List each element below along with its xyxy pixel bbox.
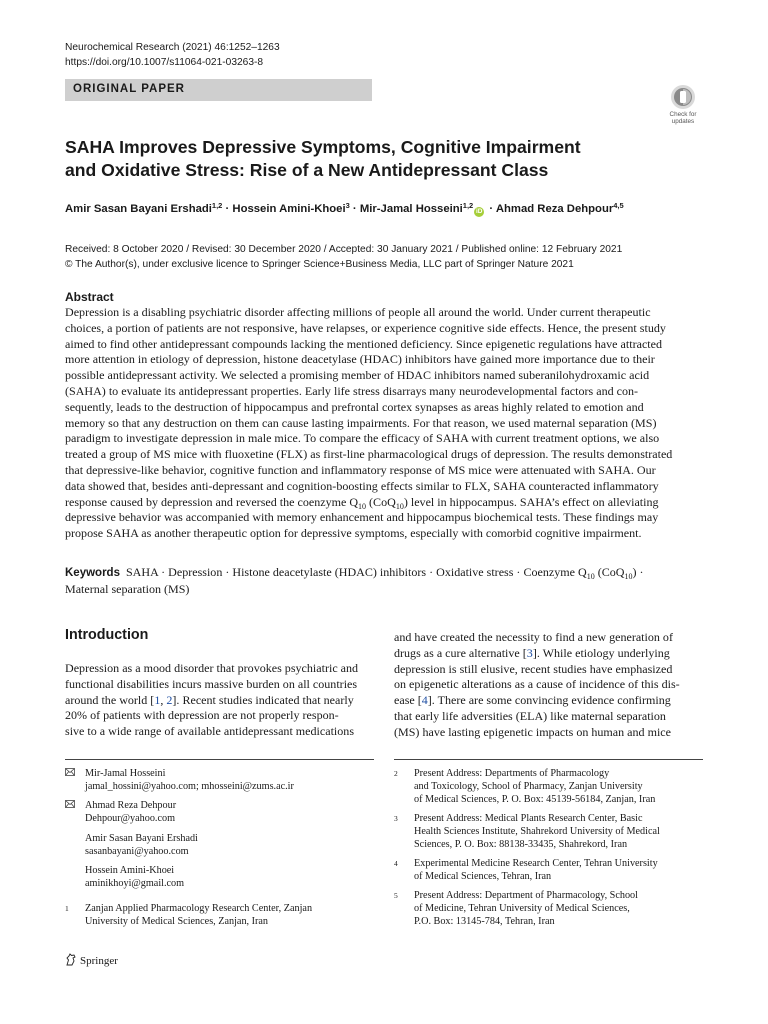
author-name: Amir Sasan Bayani Ershadi: [65, 203, 212, 215]
abstract-line: more attention in etiology of depression, histone deacetylase (HDAC) inhibitors have gained more importance due to their: [65, 352, 655, 367]
affiliation-footnote: [394, 812, 703, 854]
author-name: Ahmad Reza Dehpour: [495, 203, 614, 215]
affiliation-line: Zanjan Applied Pharmacology Research Center, Zanjan: [85, 903, 313, 914]
journal-info: [65, 40, 280, 70]
affiliation-line: University of Medical Sciences, Zanjan, Iran: [85, 916, 269, 928]
abstract-line: (SAHA) to evaluate its antidepressant properties. Early life stress disarrays many neurodevelopmental factors and con-: [65, 383, 639, 398]
body-text-run: drugs as a cure alternative [: [394, 645, 527, 660]
introduction-right-column: [394, 630, 703, 741]
body-text-run: ]. Recent studies indicated that nearly: [172, 692, 354, 707]
abstract-line: paradigm to investigate depression in male mice. To compare the efficacy of SAHA with current treatment options, we also: [65, 431, 660, 446]
springer-horse-icon: [65, 953, 77, 966]
author-email[interactable]: jamal_hossini@yahoo.com; mhosseini@zums.ac.ir: [85, 781, 294, 793]
footnote-number: 4: [394, 859, 398, 868]
author-list: [65, 202, 725, 217]
footnote-divider: [65, 759, 374, 760]
paper-title: [65, 136, 685, 182]
body-line: and have created the necessity to find a new generation of: [394, 630, 673, 644]
envelope-icon: [65, 800, 75, 808]
author-email[interactable]: sasanbayani@yahoo.com: [85, 846, 189, 858]
abstract-line: that depressive-like behavior, cognitive function and inflammatory response of MS mice were attenuated with SAHA. Our: [65, 462, 656, 477]
journal-citation: Neurochemical Research (2021) 46:1252–1263: [65, 42, 280, 53]
author-separator: ·: [486, 203, 496, 215]
author-email[interactable]: aminikhoyi@gmail.com: [85, 878, 185, 890]
citation-link[interactable]: 4: [421, 693, 428, 708]
affiliation-line: Present Address: Department of Pharmacology, School: [414, 890, 638, 901]
affiliation-line: of Medical Sciences, P. O. Box: 45139-56184, Zanjan, Iran: [414, 794, 656, 806]
body-line: Depression as a mood disorder that provokes psychiatric and: [65, 661, 359, 675]
introduction-left-column: [65, 661, 374, 740]
author-email[interactable]: Dehpour@yahoo.com: [85, 813, 176, 825]
body-text-run: around the world [: [65, 692, 155, 707]
publisher-footer: [65, 953, 118, 967]
affiliation-line: P.O. Box: 13145-784, Tehran, Iran: [414, 916, 555, 928]
history-dates: Received: 8 October 2020 / Revised: 30 December 2020 / Accepted: 30 January 2021 / Published online: 12 February 2021: [65, 244, 623, 255]
check-for-label: Check for: [669, 111, 697, 118]
affiliation-mark: 4,5: [613, 201, 624, 210]
abstract-line: treated a group of MS mice with fluoxetine (FLX) as first-line pharmacological drugs of depression. The results demonstrated: [65, 447, 673, 462]
author-contact: [65, 832, 374, 862]
abstract-line: sequently, leads to the destruction of hippocampus and prefrontal cortex synapses as areas highly related to emotion and: [65, 399, 644, 414]
affiliation-line: Health Sciences Institute, Shahrekord University of Medical: [414, 826, 660, 838]
abstract-text-run: response caused by depression and reversed the coenzyme Q: [65, 494, 359, 509]
abstract-line: data showed that, besides anti-depressant and cognition-boosting effects similar to FLX, SAHA counteracted inflammatory: [65, 478, 659, 493]
paper-type-label: ORIGINAL PAPER: [73, 83, 185, 95]
affiliation-mark: 1,2: [211, 201, 223, 210]
abstract-line: depressive behavior was accompanied with memory enhancement and hippocampus biochemical tests. These findings may: [65, 510, 659, 525]
abstract-line: choices, a portion of patients are not responsive, have relapses, or experience cognitive side effects. Hence, the present study: [65, 320, 666, 335]
abstract-line: Depression is a disabling psychiatric disorder affecting millions of people all around the world. Under current therapeutic: [65, 305, 651, 319]
abstract-line: aimed to find other antidepressant compounds lacking the mentioned deficiency. Since epigenetic regulations have attracted: [65, 336, 663, 351]
body-line: [65, 693, 374, 709]
footnote-number: 1: [65, 904, 69, 913]
abstract-line: possible antidepressant activity. We selected a promising member of HDAC inhibitors named suberanilohydroxamic acid: [65, 368, 650, 383]
orcid-icon[interactable]: iD: [475, 208, 483, 215]
abstract-body: [65, 305, 703, 542]
subscript: 10: [586, 572, 595, 581]
abstract-line: memory so that any destruction on them can cause lasting impairments. For that reason, we used maternal separation (MS): [65, 415, 657, 430]
corresponding-author-1: [65, 767, 374, 797]
copyright-line: © The Author(s), under exclusive licence to Springer Science+Business Media, LLC part of Springer Nature 2021: [65, 259, 574, 270]
keywords-label: Keywords: [65, 567, 120, 579]
body-text-run: ]. While etiology underlying: [532, 645, 670, 660]
body-text-run: ]. There are some convincing evidence confirming: [427, 693, 671, 708]
body-line: [394, 646, 703, 662]
subscript: 10: [395, 501, 404, 511]
abstract-heading: Abstract: [65, 290, 114, 304]
affiliation-footnote: [394, 857, 703, 887]
body-line: 20% of patients with depression are not properly respon-: [65, 708, 339, 723]
affiliation-footnote: [394, 767, 703, 809]
keywords-text: SAHA · Depression · Histone deacetylaste (HDAC) inhibitors · Oxidative stress · Coenzyme Q: [125, 565, 587, 579]
affiliation-line: and Toxicology, School of Pharmacy, Zanjan University: [414, 781, 643, 793]
title-line-2: and Oxidative Stress: Rise of a New Antidepressant Class: [65, 160, 549, 180]
citation-link[interactable]: 3: [526, 645, 533, 660]
crossmark-check-icon: [670, 84, 696, 110]
keywords-text: ) ·: [632, 565, 644, 579]
abstract-line: [65, 495, 703, 511]
keywords: [65, 565, 710, 598]
body-line: functional disabilities incurs massive burden on all countries: [65, 676, 358, 691]
affiliation-footnote: [65, 902, 374, 932]
affiliation-mark: 1,2: [462, 201, 474, 210]
body-line: (MS) have lasting epigenetic impacts on human and mice: [394, 724, 672, 739]
affiliation-line: Present Address: Departments of Pharmacology: [414, 768, 610, 779]
affiliation-line: Experimental Medicine Research Center, Tehran University: [414, 858, 658, 869]
publisher-name: Springer: [80, 955, 118, 967]
body-line: on epigenetic alterations as a cause of incidence of this dis-: [394, 677, 680, 692]
body-line: that early life adversities (ELA) like maternal separation: [394, 708, 666, 723]
author-name: Ahmad Reza Dehpour: [85, 800, 177, 811]
affiliation-footnote: [394, 889, 703, 931]
subscript: 10: [624, 572, 633, 581]
abstract-text-run: ) level in hippocampus. SAHA’s effect on alleviating: [403, 494, 659, 509]
author-name: Amir Sasan Bayani Ershadi: [85, 833, 198, 844]
body-line: [394, 693, 703, 709]
affiliation-line: of Medicine, Tehran University of Medical Sciences,: [414, 903, 630, 915]
abstract-text-run: (CoQ: [366, 494, 396, 509]
doi-link[interactable]: https://doi.org/10.1007/s11064-021-03263-8: [65, 57, 264, 68]
introduction-heading: Introduction: [65, 627, 149, 643]
citation-link[interactable]: 1: [154, 692, 161, 707]
title-line-1: SAHA Improves Depressive Symptoms, Cognitive Impairment: [65, 137, 581, 157]
abstract-line: propose SAHA as another therapeutic option for depressive symptoms, especially with comorbid cognitive impairment.: [65, 526, 642, 541]
footnote-number: 3: [394, 814, 398, 823]
envelope-icon: [65, 768, 75, 776]
author-separator: ·: [222, 203, 233, 215]
affiliation-line: Present Address: Medical Plants Research Center, Basic: [414, 813, 643, 824]
updates-label: updates: [671, 118, 695, 125]
body-text-run: ,: [160, 692, 167, 707]
affiliation-mark: 3: [345, 201, 350, 210]
keywords-text: (CoQ: [594, 565, 625, 579]
citation-link[interactable]: 2: [166, 692, 173, 707]
author-separator: ·: [349, 203, 360, 215]
footnote-number: 5: [394, 891, 398, 900]
author-name: Mir-Jamal Hosseini: [85, 768, 166, 779]
affiliation-line: of Medical Sciences, Tehran, Iran: [414, 871, 552, 883]
subscript: 10: [358, 501, 367, 511]
paper-type-banner: [65, 79, 372, 101]
author-name: Hossein Amini-Khoei: [232, 203, 346, 215]
affiliation-line: Sciences, P. O. Box: 88138-33435, Shahrekord, Iran: [414, 839, 628, 851]
keywords-text: Maternal separation (MS): [65, 581, 190, 596]
author-name: Mir-Jamal Hosseini: [359, 203, 463, 215]
corresponding-author-2: [65, 799, 374, 829]
author-name: Hossein Amini-Khoei: [85, 865, 175, 876]
publication-dates: [65, 242, 622, 272]
footnote-divider: [394, 759, 703, 760]
body-line: sive to a wide range of available antidepressant medications: [65, 724, 355, 739]
body-text-run: ease [: [394, 693, 422, 708]
author-contact: [65, 864, 374, 894]
body-line: depression is still elusive, recent studies have emphasized: [394, 661, 673, 676]
check-for-updates-button[interactable]: [664, 84, 702, 124]
footnote-number: 2: [394, 769, 398, 778]
